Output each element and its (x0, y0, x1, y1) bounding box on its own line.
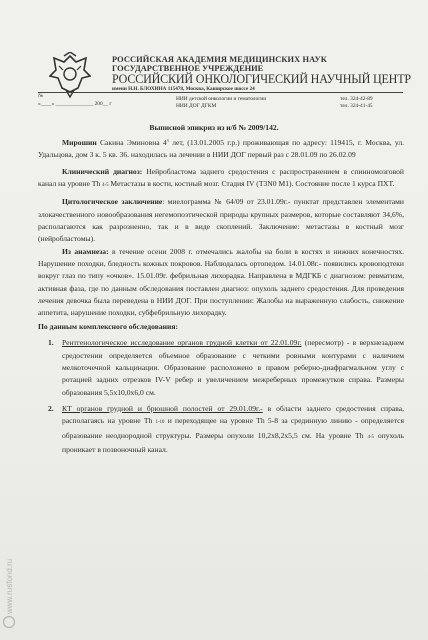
dept-line-1: НИИ детской онкологии и гематологии (176, 96, 267, 102)
org-line-institution: ГОСУДАРСТВЕННОЕ УЧРЕЖДЕНИЕ (112, 64, 264, 73)
dept-line-2: НИИ ДОГ ДГКМ (176, 103, 217, 109)
org-address: имени Н.Н. БЛОХИНА 115478, Москва, Каширское шоссе 24 (112, 86, 255, 92)
list-item: 2. КТ органов грудной и брюшной полостей от 29.01.09г.- в области заднего средостения справа, располагаясь на уровне Th 1-10 и переходящее на уровне Th 5-8 за срединную линию - определяется образование неоднородной структуры. Размеры опухоли 10,2х8,2х5,5 см. На уровне Th 4-5 опухоль проникает в позвоночный канал. (48, 403, 404, 454)
watermark-logo (2, 540, 16, 630)
list-item: 1. Рентгенологическое исследование органов грудной клетки от 22.01.09г. (пересмотр) - в верхнезаднем средостении определяется объемное образование с четкими ровными контурами с наличием мелкоточечной кальцинации. Образование расположено в правом реберно-диафрагмальном углу с ротацией задних отрезков IV-V ребер и увеличением межреберных промежутков справа. Размеры образования 5,5х10,0х6,0 см. (48, 338, 404, 397)
phone-2: тел. 324-41-45 (340, 103, 373, 109)
org-line-center: РОССИЙСКИЙ ОНКОЛОГИЧЕСКИЙ НАУЧНЫЙ ЦЕНТР (112, 72, 411, 86)
document-body (38, 137, 404, 456)
document-title: Выписной эпикриз из и/б № 2009/142. (149, 123, 279, 132)
exam-heading: По данным комплексного обследования: (38, 321, 179, 331)
patient-name: Мирошин (62, 138, 97, 147)
number-label: № (38, 93, 44, 99)
phone-1: тел. 324-42-89 (340, 96, 373, 102)
cytology-conclusion: Цитологическое заключение: миелограмма № 64/09 от 23.01.09г.- пунктат представлен элементами злокачественного новообразования негемопоэтической природы крупных размеров, которые составляют 34,6%, располагаются как разрозненно, так и в виде скоплений. Заключение: метастазы в костный мозг (нейробластомы). (38, 197, 404, 244)
patient-paragraph: Мирошин Сакина Эминовна $4^х$ лет, (13.01.2005 г.р.) проживающая по адресу: 119415, г. Москва, ул. Удальцова, дом 3 к. 5 кв. 36. находилась на лечении в НИИ ДОГ первый раз с 28.01.09 по 26.02.09 (38, 137, 405, 160)
watermark-text: www.rusfond.ru (5, 558, 14, 614)
header-divider (38, 92, 403, 93)
date-line: «____» ______________ 200__ г (38, 101, 112, 107)
org-line-academy: РОССИЙСКАЯ АКАДЕМИЯ МЕДИЦИНСКИХ НАУК (112, 55, 327, 64)
anamnesis: Из анамнеза: в течение осени 2008 г. отмечались жалобы на боли в костях и нижних конечностях. Нарушение походки, бледность кожных покровов. Наблюдалась ортопедом. 14.01.08г.- появились кровоподтеки вокруг глаз по типу «очков». 15.01.09г. фебрильная лихорадка. Направлена в МДГКБ с диагнозом: ревматизм, активная фаза, где по данным обследования поставлен диагноз: опухоль заднего средостения. Для проведения лечения девочка была переведена в НИИ ДОГ. При поступлении: Жалобы на выраженную слабость, снижение аппетита, нарушение походки, субфебрильную лихорадку. (38, 246, 405, 318)
clinical-diagnosis: Клинический диагноз: Нейробластома заднего средостения с распространением в спинномозговой канал на уровне Th 4-5 Метастазы в кости, костный мозг. Стадия IV (T3N0 M1). Состояние после 1 курса ПХТ. (38, 166, 404, 189)
